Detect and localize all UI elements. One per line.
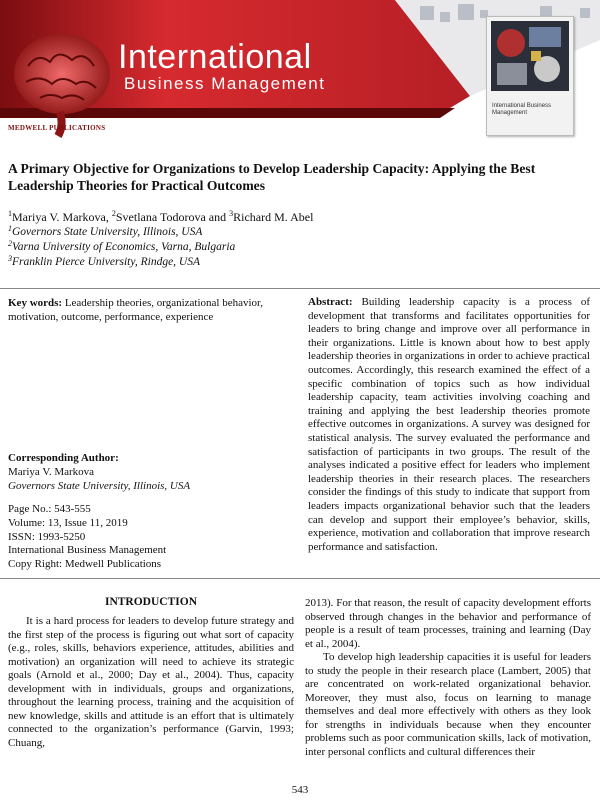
journal-title: International (118, 38, 312, 76)
divider-2 (0, 578, 600, 579)
author-1: $^1$Mariya V. Markova, (8, 209, 112, 224)
paragraph: 2013). For that reason, the result of capacity development efforts observed through changes in the behavior and performance of people is a result of team processes, training and learning (Day et al., 2004). (305, 597, 591, 650)
journal-name: International Business Management (8, 544, 167, 557)
journal-cover-image (486, 16, 574, 136)
section-heading-introduction: INTRODUCTION (104, 596, 197, 608)
intro-right-column (305, 597, 591, 759)
affiliation-3: $^3$Franklin Pierce University, Rindge, USA (8, 254, 200, 268)
page-number: 543 (291, 784, 309, 796)
author-2: $^2$Svetlana Todorova and (111, 209, 230, 224)
author-list (8, 210, 313, 225)
paragraph: It is a hard process for leaders to develop future strategy and the first step of the process is figuring out what sort of capacity (e.g., roles, skills, behaviors experience, attitudes, abilities and motivation) an organization will need to achieve its strategic goals (Arnold et al., 2000; Day et al., 2004). Thus, capacity development with in individuals, groups and organizations, throughout the learning process, training and the acquisition of new knowledge, skills and attitude is an effort that is ultimately connected to the organization’s performance (Garvin, 1993; Chuang, (8, 615, 294, 749)
publication-info (8, 503, 294, 572)
issn: ISSN: 1993-5250 (8, 530, 86, 543)
paragraph: To develop high leadership capacities it is useful for leaders to study the people in their research place (Lambert, 2005) that are concentrated on work-related organizational behavior. Moreover, they must also, focus on learning to manage themselves and deal more effectively with others as they look for strengths in individuals because when they encounter problems such as poor communication skills, lack of motivation, inter personal conflicts and cultural differences their (305, 651, 591, 758)
journal-banner (0, 0, 600, 140)
journal-subtitle: Business Management (124, 74, 326, 93)
intro-left-column (8, 615, 294, 750)
abstract: Abstract: Building leadership capacity is a process of development that transforms and facilitates opportunities for leaders to bring change and improve over all performance in their organizations. Little is known about how to best apply leadership theories in organizations in order to achieve practical outcomes. Accordingly, this research examined the effect of a specific combination of topics such as how individual leadership capacity, team activities involving coaching and training and applying the best leadership theories promote effective outcomes in organizations. A survey was designed for statistical analysis. The survey evaluated the performance and satisfaction of participants in two groups. The result of the analyses indicated a positive effect for leaders who implement leadership theories in their research places. The researchers consider the findings of this study to indicate that support from leaders impacts organizational behavior such that the leaders can develop and support their employee’s behavior, skills, experience, motivation and collaboration that improve research performance and satisfaction. (308, 296, 590, 553)
volume-info: Volume: 13, Issue 11, 2019 (8, 516, 128, 529)
page-range: Page No.: 543-555 (8, 503, 91, 515)
corresponding-affiliation: Governors State University, Illinois, USA (8, 480, 191, 492)
cover-title: International Business Management (492, 103, 552, 116)
publisher-name: MEDWELL PUBLICATIONS (8, 124, 106, 132)
brain-logo-icon (14, 34, 110, 136)
copyright: Copy Right: Medwell Publications (8, 558, 162, 571)
corresponding-name: Mariya V. Markova (8, 466, 95, 478)
affiliation-2: $^2$Varna University of Economics, Varna, Bulgaria (8, 239, 236, 253)
keywords: Key words: Leadership theories, organizational behavior, motivation, outcome, performance, experience (8, 297, 264, 323)
divider (0, 288, 600, 289)
corresponding-label: Corresponding Author: (8, 452, 119, 464)
article-title: A Primary Objective for Organizations to Develop Leadership Capacity: Applying the Best Leadership Theories for Practical Outcomes (8, 161, 536, 193)
cover-collage-icon (491, 21, 569, 91)
corresponding-author (8, 451, 294, 493)
author-3: $^3$Richard M. Abel (229, 209, 314, 224)
affiliation-1: $^1$Governors State University, Illinois, USA (8, 224, 203, 238)
